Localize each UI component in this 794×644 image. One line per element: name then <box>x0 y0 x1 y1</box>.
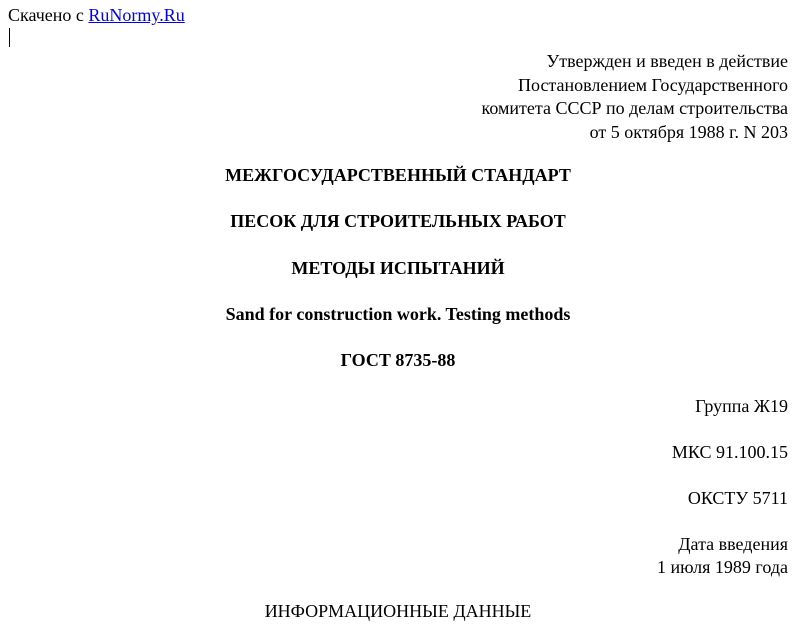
okstu-label: ОКСТУ 5711 <box>687 488 788 508</box>
standard-type-heading: МЕЖГОСУДАРСТВЕННЫЙ СТАНДАРТ <box>225 165 571 185</box>
mks-label: МКС 91.100.15 <box>671 442 788 462</box>
approval-block <box>482 50 788 144</box>
approval-line-2: Постановлением Государственного <box>518 74 788 95</box>
approval-line-3: комитета СССР по делам строительства <box>481 98 788 118</box>
source-prefix: Скачено с <box>8 5 89 25</box>
standard-subtitle-heading: МЕТОДЫ ИСПЫТАНИЙ <box>291 258 505 278</box>
english-title-heading: Sand for construction work. Testing methods <box>225 304 571 324</box>
standard-code-heading: ГОСТ 8735-88 <box>340 350 456 370</box>
text-cursor <box>9 28 10 47</box>
info-data-heading: ИНФОРМАЦИОННЫЕ ДАННЫЕ <box>264 601 532 621</box>
introduction-date-value: 1 июля 1989 года <box>657 557 788 577</box>
group-label: Группа Ж19 <box>695 396 788 416</box>
approval-line-4: от 5 октября 1988 г. N 203 <box>589 121 788 142</box>
standard-name-heading: ПЕСОК ДЛЯ СТРОИТЕЛЬНЫХ РАБОТ <box>230 211 566 231</box>
introduction-date-label: Дата введения <box>678 534 788 554</box>
source-line <box>8 4 185 26</box>
introduction-date-block <box>657 533 788 579</box>
approval-line-1: Утвержден и введен в действие <box>546 51 788 71</box>
source-link[interactable]: RuNormy.Ru <box>88 5 185 25</box>
